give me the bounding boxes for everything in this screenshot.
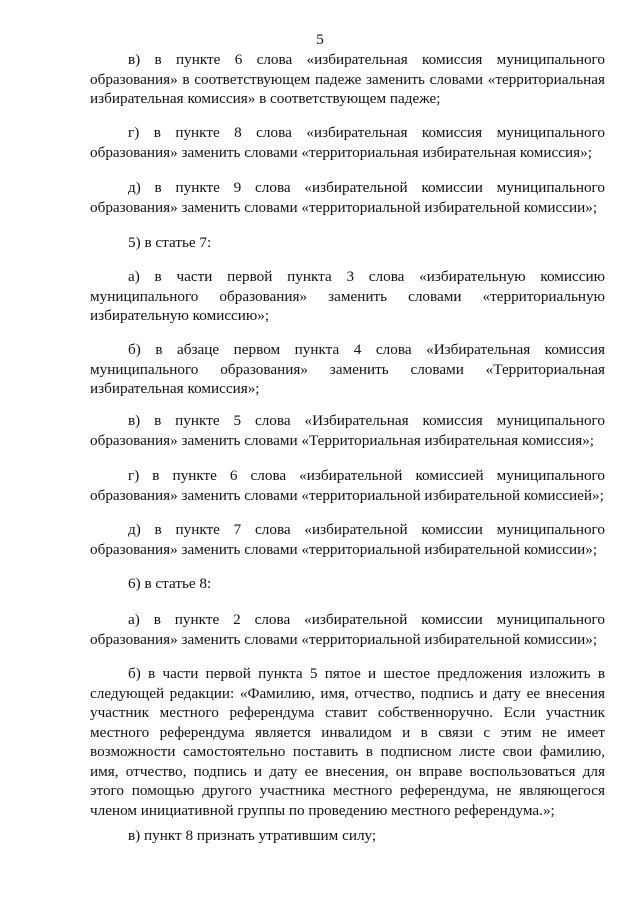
paragraph-d-punkt-7: д) в пункте 7 слова «избирательной комиссии муниципального образования» заменить словами «территориальной избирательной комиссии»; — [90, 521, 605, 558]
paragraph-v-punkt-8: в) пункт 8 признать утратившим силу; — [128, 827, 377, 845]
paragraph-statya-7-heading: 5) в статье 7: — [128, 234, 212, 252]
page-number: 5 — [316, 31, 324, 48]
paragraph-g-punkt-8: г) в пункте 8 слова «избирательная комиссия муниципального образования» заменить словами «территориальная избирательная комиссия»; — [90, 124, 605, 161]
paragraph-v-punkt-6: в) в пункте 6 слова «избирательная комиссия муниципального образования» в соответствующем падеже заменить словами «территориальная избирательная комиссия» в соответствующем падеже; — [90, 51, 605, 108]
paragraph-b-abzac-punkt-4: б) в абзаце первом пункта 4 слова «Избирательная комиссия муниципального образования» заменить словами «Территориальная избирательная комиссия»; — [90, 341, 605, 398]
paragraph-b-chast-punkt-5: б) в части первой пункта 5 пятое и шестое предложения изложить в следующей редакции: «Фамилию, имя, отчество, подпись и дату ее внесения участник местного референдума ставит собственноручно. Если участник местного референдума является инвалидом и в связи с этим не имеет возможности самостоятельно поставить в подписном листе свои фамилию, имя, отчество, подпись и дату ее внесения, он вправе воспользоваться для этого помощью другого участника местного референдума, не являющегося членом инициативной группы по проведению местного референдума.»; — [90, 665, 605, 819]
paragraph-a-punkt-2: а) в пункте 2 слова «избирательной комиссии муниципального образования» заменить словами «территориальной избирательной комиссии»; — [90, 611, 605, 648]
paragraph-a-chast-punkt-3: а) в части первой пункта 3 слова «избирательную комиссию муниципального образования» заменить словами «территориальную избирательную комиссию»; — [90, 268, 605, 325]
paragraph-v-punkt-5: в) в пункте 5 слова «Избирательная комиссия муниципального образования» заменить словами «Территориальная избирательная комиссия»; — [90, 412, 605, 449]
paragraph-g-punkt-6: г) в пункте 6 слова «избирательной комиссией муниципального образования» заменить словами «территориальной избирательной комиссией»; — [90, 467, 605, 504]
paragraph-statya-8-heading: 6) в статье 8: — [128, 575, 212, 593]
paragraph-d-punkt-9: д) в пункте 9 слова «избирательной комиссии муниципального образования» заменить словами «территориальной избирательной комиссии»; — [90, 179, 605, 216]
